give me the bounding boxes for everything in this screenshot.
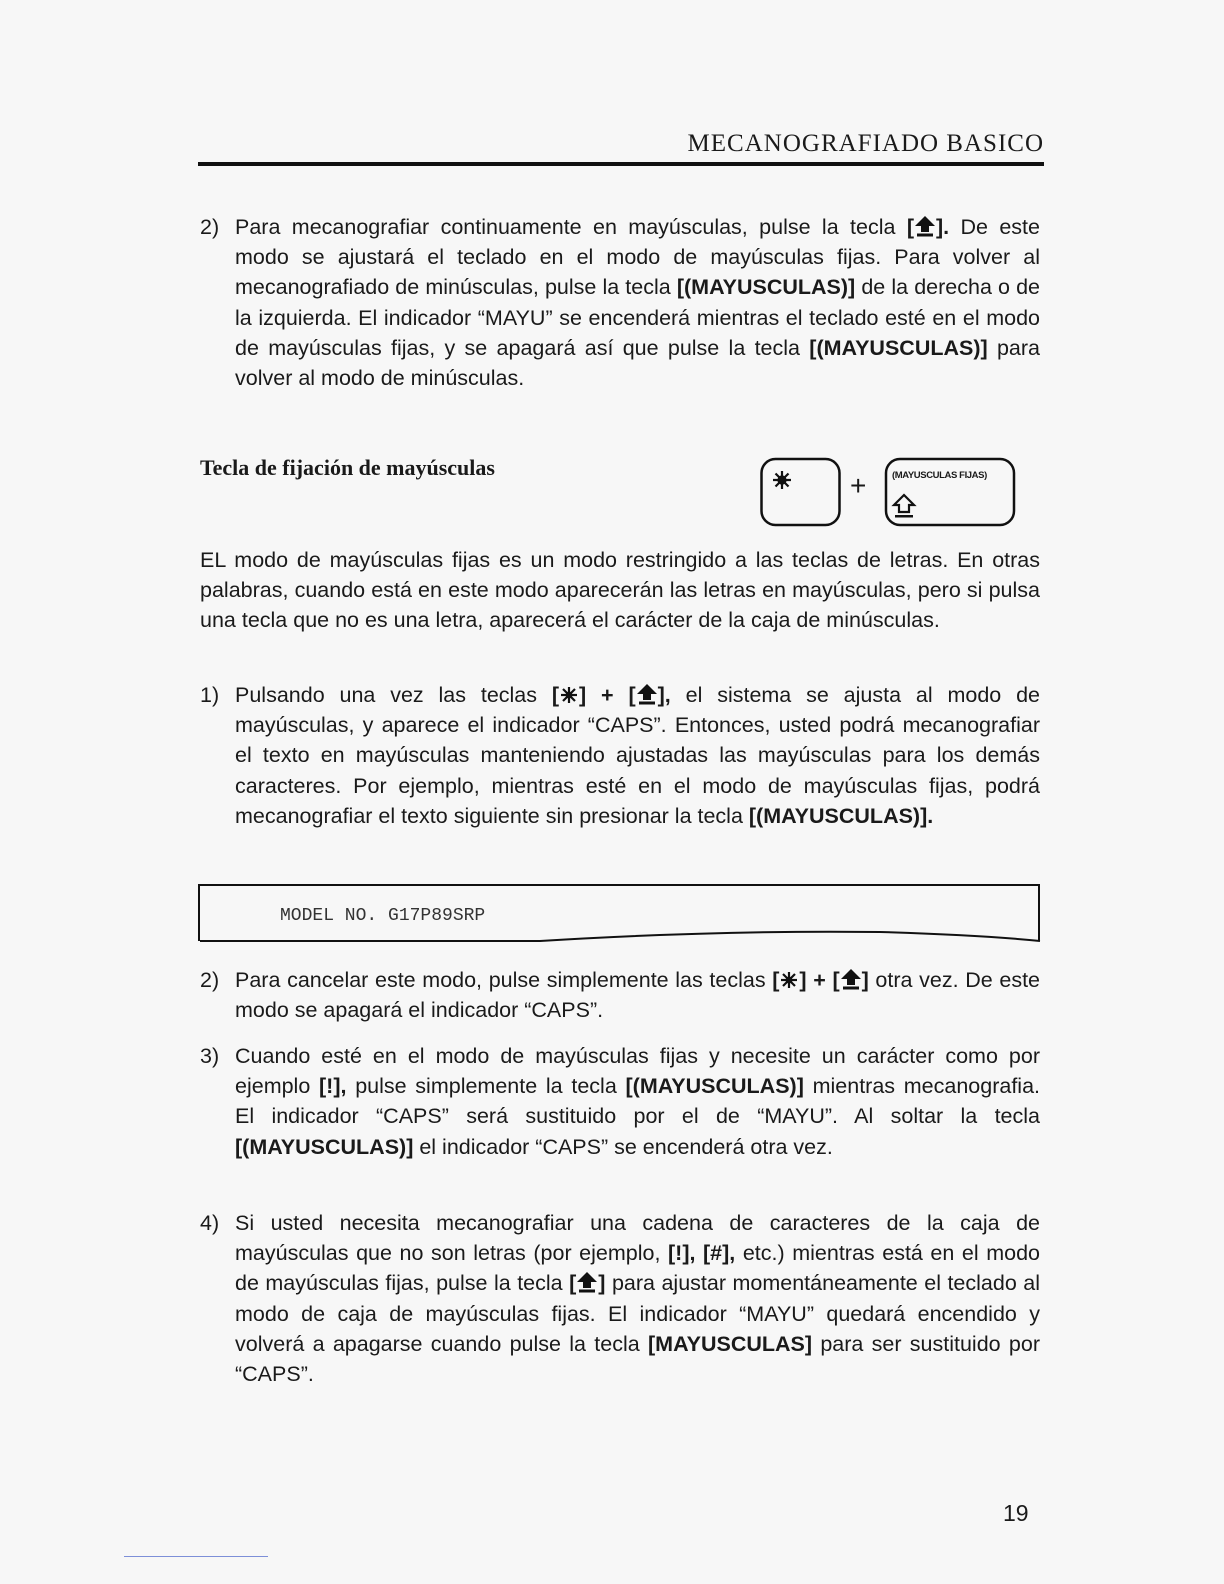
snowflake-icon [773, 471, 791, 489]
text-run: Pulsando una vez las teclas [235, 683, 552, 707]
item-number: 2) [200, 968, 220, 992]
key-bracket: [ [906, 215, 914, 239]
text-run: mientras mecanografia. El indicador “CAPS” será sustituido por el de “MAYU”. Al soltar la tecla [235, 1074, 1040, 1129]
item-number: 4) [200, 1211, 220, 1235]
shift-lock-icon [840, 968, 862, 990]
key-name: [(MAYUSCULAS)] [809, 335, 988, 360]
snowflake-icon [779, 970, 799, 990]
footer-line [124, 1556, 268, 1557]
text-run: Para cancelar este modo, pulse simplemente las teclas [235, 968, 773, 992]
section-intro-paragraph: EL modo de mayúsculas fijas es un modo restringido a las teclas de letras. En otras palabras, cuando está en este modo aparecerán las letras en mayúsculas, pero si pulsa una tecla que no es una letra, aparecerá el carácter de la caja de minúsculas. [200, 548, 1040, 633]
text-run: Si usted necesita mecanografiar una cadena de caracteres de la caja de mayúsculas que no son letras (por ejemplo, [235, 1211, 1040, 1266]
shift-lock-icon [914, 215, 936, 237]
example-box [198, 884, 1040, 941]
key-bracket: ] [598, 1271, 606, 1296]
item-text [235, 965, 1040, 1025]
list-item-2 [200, 965, 1040, 1025]
text-run: Para mecanografiar continuamente en mayúsculas, pulse la tecla [235, 215, 907, 239]
list-item-4 [200, 1208, 1040, 1389]
key-name: [!], [319, 1074, 347, 1099]
key-bracket: ] + [ [579, 683, 636, 707]
key-bracket: [ [569, 1271, 577, 1296]
page-number: 19 [1003, 1500, 1029, 1526]
text-run: pulse simplemente la tecla [346, 1074, 626, 1099]
text-run: etc.) mientras está en el modo de mayúsculas fijas, pulse la tecla [235, 1241, 1040, 1296]
item-text [235, 1041, 1040, 1162]
key-bracket: [ [551, 683, 560, 707]
key-bracket: ]. [935, 215, 950, 239]
key-name: [!], [#], [668, 1241, 736, 1266]
key-bracket: ], [657, 683, 671, 707]
key-bracket: ] + [ [799, 968, 840, 992]
example-text: MODEL NO. G17P89SRP [280, 906, 486, 926]
header-rule [198, 162, 1044, 166]
key-bracket: [ [772, 968, 780, 992]
key-name: [MAYUSCULAS] [648, 1331, 813, 1356]
key-bracket: ] [861, 968, 869, 992]
item-number: 1) [200, 683, 220, 707]
item-text [235, 212, 1040, 393]
text-run: De este modo se ajustará el teclado en el modo de mayúsculas fijas. Para volver al mecanografiado de minúsculas, pulse la tecla [235, 215, 1040, 300]
key-name: [(MAYUSCULAS)] [676, 275, 856, 300]
example-box-bottom-rule [200, 886, 1042, 943]
shift-lock-icon [576, 1271, 598, 1293]
section-heading: Tecla de fijación de mayúsculas [200, 455, 495, 480]
item-text [235, 680, 1040, 831]
key-label: (MAYUSCULAS FIJAS) [892, 470, 987, 481]
key-combination-diagram [760, 456, 1018, 530]
text-run: el indicador “CAPS” se encenderá otra vez. [413, 1134, 833, 1159]
plus-sign: + [850, 470, 867, 501]
list-item-3 [200, 1041, 1040, 1162]
snowflake-icon [559, 685, 579, 705]
text-run: para volver al modo de minúsculas. [235, 335, 1040, 391]
list-item-1 [200, 680, 1040, 831]
item-number: 2) [200, 215, 220, 239]
text-run: para ser sustituido por “CAPS”. [235, 1331, 1040, 1387]
text-run: el sistema se ajusta al modo de mayúsculas, y aparece el indicador “CAPS”. Entonces, usted podrá mecanografiar el texto en mayúsculas manteniendo ajustadas las mayúsculas para los demás caracteres. Por ejemplo, mientras esté en el modo de mayúsculas fijas, podrá mecanografiar el texto siguiente sin presionar la tecla [235, 683, 1041, 828]
code-key-outline [762, 459, 840, 525]
key-name: [(MAYUSCULAS)] [235, 1134, 414, 1159]
item-number: 3) [200, 1044, 220, 1068]
key-name: [(MAYUSCULAS)]. [748, 803, 934, 828]
shift-lock-icon [636, 683, 658, 705]
item-text [235, 1208, 1040, 1389]
text-run: para ajustar momentáneamente el teclado al modo de caja de mayúsculas fijas. El indicador “MAYU” quedará encendido y volverá a apagarse cuando pulse la tecla [235, 1271, 1041, 1356]
shift-lock-key-icon [894, 495, 914, 518]
text-run: de la derecha o de la izquierda. El indicador “MAYU” se encenderá mientras el teclado esté en el modo de mayúsculas fijas, y se apagará así que pulse la tecla [235, 275, 1040, 360]
text-run: otra vez. De este modo se apagará el indicador “CAPS”. [235, 968, 1040, 1023]
running-header: MECANOGRAFIADO BASICO [687, 130, 1044, 157]
key-name: [(MAYUSCULAS)] [625, 1074, 804, 1099]
intro-list-item [200, 212, 1040, 393]
text-run: Cuando esté en el modo de mayúsculas fijas y necesite un carácter como por ejemplo [235, 1044, 1040, 1099]
